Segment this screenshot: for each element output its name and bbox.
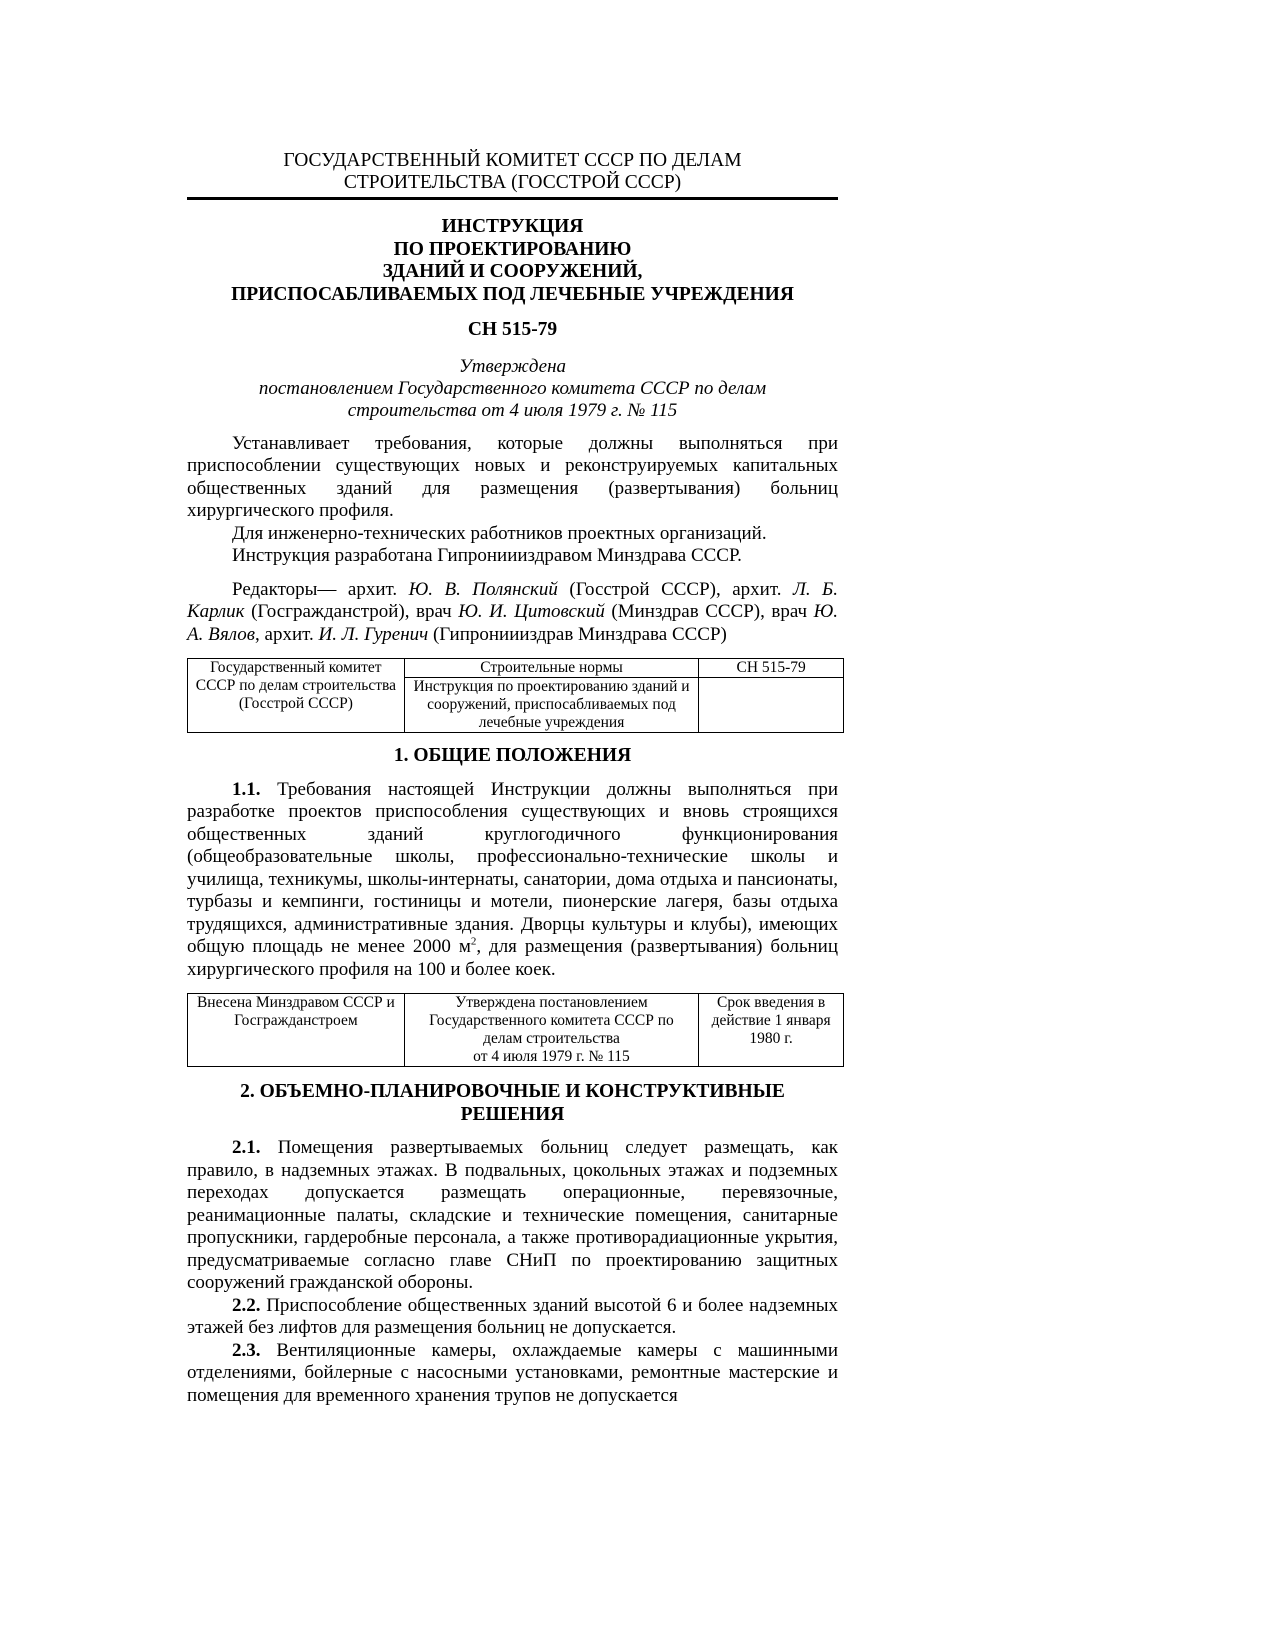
stamp-empty-cell <box>699 678 844 733</box>
editor-affiliation: (Госгражданстрой), врач <box>244 601 459 622</box>
editor-name: Ю. В. Полянский <box>408 578 558 600</box>
clause-number: 2.1. <box>232 1137 261 1158</box>
clause-text: Помещения развертываемых больниц следует размещать, как правило, в надземных этажах. В подвальных, цокольных этажах и подземных переходах допускается размещать операционные, перевязочные, реанимационные палаты, складские и технические помещения, санитарные пропускники, гардеробные персонала, а также противорадиационные укрытия, предусматриваемые согласно главе СНиП по проектированию защитных сооружений гражданской обороны. <box>187 1137 838 1293</box>
clause-2-1 <box>187 1137 838 1295</box>
clause-text: Приспособление общественных зданий высотой 6 и более надземных этажей без лифтов для размещения больниц не допускается. <box>187 1294 838 1338</box>
header-rule <box>187 197 838 200</box>
stamp-code-cell: СН 515-79 <box>699 659 844 678</box>
title-line-1: ИНСТРУКЦИЯ <box>441 216 584 237</box>
approval-line-2: постановлением Государственного комитета СССР по делам <box>258 377 767 399</box>
norms-stamp-table <box>187 658 844 733</box>
org-line-1: ГОСУДАРСТВЕННЫЙ КОМИТЕТ СССР ПО ДЕЛАМ <box>283 150 742 171</box>
editor-name: И. Л. Гуренич <box>318 623 429 645</box>
intro-paragraph-1: Устанавливает требования, которые должны выполняться при приспособлении существующих новых и реконструируемых капитальных общественных зданий для размещения (развертывания) больниц хирургического профиля. <box>187 432 838 521</box>
approval-line-1: Утверждена <box>458 355 567 377</box>
clause-1-1 <box>187 779 838 982</box>
approval-note <box>187 356 838 422</box>
stamp-approved-line-2: от 4 июля 1979 г. № 115 <box>473 1048 630 1065</box>
stamp-approved-cell <box>404 994 698 1067</box>
intro-paragraph-3: Инструкция разработана Гипрониииздравом Минздрава СССР. <box>232 545 742 566</box>
title-line-2: ПО ПРОЕКТИРОВАНИЮ <box>393 238 632 260</box>
title-line-3: ЗДАНИЙ И СООРУЖЕНИЙ, <box>382 261 643 282</box>
stamp-submitted-cell: Внесена Минздравом СССР и Госгражданстроем <box>188 994 405 1067</box>
editor-name: Ю. А. Вялов <box>187 601 838 645</box>
clause-number: 2.3. <box>232 1339 261 1361</box>
clause-number: 2.2. <box>232 1294 261 1316</box>
stamp-agency-cell: Государственный комитет СССР по делам строительства (Госстрой СССР) <box>188 659 405 733</box>
clause-text: Требования настоящей Инструкции должны выполняться при разработке проектов приспособления существующих и вновь строящихся общественных зданий круглогодичного функционирования (общеобразовательные школы, профессионально-технические школы и училища, техникумы, школы-интернаты, санатории, дома отдыха и пансионаты, турбазы и кемпинги, гостиницы и мотели, пионерские лагеря, базы отдыха трудящихся, административные здания. Дворцы культуры и клубы), имеющих общую площадь не менее 2000 м <box>187 778 838 957</box>
editors-paragraph <box>187 579 838 647</box>
stamp-document-cell: Инструкция по проектированию зданий и сооружений, приспосабливаемых под лечебные учреждения <box>404 678 699 733</box>
title-line-4: ПРИСПОСАБЛИВАЕМЫХ ПОД ЛЕЧЕБНЫЕ УЧРЕЖДЕНИЯ <box>231 283 794 305</box>
superscript: 2 <box>470 935 477 948</box>
document-title <box>187 216 838 306</box>
intro-block <box>187 433 838 568</box>
document-page <box>187 150 838 1407</box>
editors-lead: Редакторы— архит. <box>232 578 409 600</box>
org-line-2: СТРОИТЕЛЬСТВА (ГОССТРОЙ СССР) <box>343 172 682 193</box>
clause-number: 1.1. <box>232 778 261 800</box>
editor-affiliation: (Минздрав СССР), врач <box>604 601 814 622</box>
stamp-approved-line-1: Утверждена постановлением Государственного комитета СССР по делам строительства <box>429 994 674 1047</box>
section-2-heading-line-2: РЕШЕНИЯ <box>460 1103 565 1125</box>
section-2-heading <box>187 1081 838 1126</box>
issuing-organization <box>187 150 838 194</box>
intro-paragraph-2: Для инженерно-технических работников проектных организаций. <box>232 522 767 544</box>
editor-name: Л. Б. Карлик <box>187 578 839 622</box>
approval-stamp-table <box>187 993 844 1067</box>
clause-2-3 <box>187 1340 838 1408</box>
approval-line-3: строительства от 4 июля 1979 г. № 115 <box>347 399 678 421</box>
stamp-effective-cell: Срок введения в действие 1 января 1980 г. <box>699 994 844 1067</box>
editor-affiliation: , архит. <box>255 623 319 645</box>
editor-name: Ю. И. Цитовский <box>458 601 605 622</box>
stamp-norms-cell: Строительные нормы <box>404 659 699 678</box>
section-2-heading-line-1: 2. ОБЪЕМНО-ПЛАНИРОВОЧНЫЕ И КОНСТРУКТИВНЫЕ <box>240 1081 785 1102</box>
section-1-heading: 1. ОБЩИЕ ПОЛОЖЕНИЯ <box>393 745 632 766</box>
clause-2-2 <box>187 1295 838 1340</box>
document-code: СН 515-79 <box>467 319 558 340</box>
editor-affiliation: (Гипрониииздрав Минздрава СССР) <box>428 623 727 645</box>
editor-affiliation: (Госстрой СССР), архит. <box>557 578 793 600</box>
clause-text-tail: , для размещения (развертывания) больниц хирургического профиля на 100 и более коек. <box>187 936 838 980</box>
clause-text: Вентиляционные камеры, охлаждаемые камеры с машинными отделениями, бойлерные с насосными установками, ремонтные мастерские и помещения для временного хранения трупов не допускается <box>187 1339 838 1406</box>
